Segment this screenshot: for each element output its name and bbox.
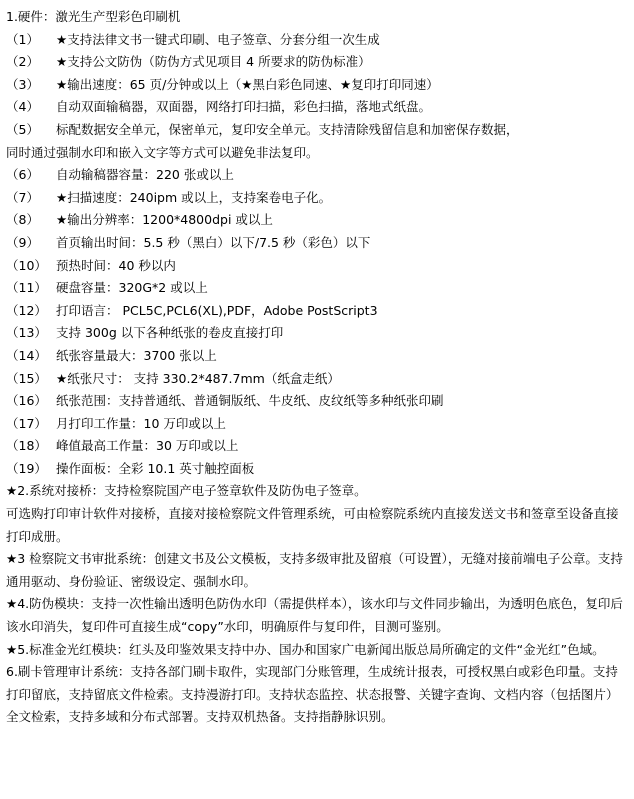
item-number: （17）	[6, 415, 47, 431]
spec-item-4	[6, 96, 628, 119]
item-text: 操作面板：全彩 10.1 英寸触控面板	[56, 460, 255, 476]
paragraph-gold-red-module: ★5.标准金光红模块：红头及印鉴效果支持中办、国办和国家广电新闻出版总局所确定的文件“金光红”色域。	[6, 641, 605, 657]
spec-item-16	[6, 390, 628, 413]
item-text: 预热时间：40 秒以内	[56, 257, 176, 273]
item-text: ★扫描速度：240ipm 或以上，支持案卷电子化。	[56, 189, 332, 205]
item-number: （16）	[6, 393, 47, 409]
paragraph-anti-counterfeit: ★4.防伪模块：支持一次性输出透明色防伪水印（需提供样本），该水印与文件同步输出，为透明色底色，复印后该水印消失，复印件可直接生成“copy”水印，明确原件与复印件，目测可鉴别。	[6, 596, 623, 635]
paragraph-system-bridge: ★2.系统对接桥：支持检察院国产电子签章软件及防伪电子签章。	[6, 483, 367, 499]
paragraph-approval-system: ★3 检察院文书审批系统：创建文书及公文模板，支持多级审批及留痕（可设置），无缝对接前端电子公章。支持通用驱动、身份验证、密级设定、强制水印。	[6, 551, 623, 589]
item-text: 标配数据安全单元，保密单元，复印安全单元。支持清除残留信息和加密保存数据，	[56, 121, 519, 137]
spec-item-13	[6, 322, 628, 345]
spec-item-10	[6, 255, 628, 278]
spec-item-6	[6, 164, 628, 187]
item-text: ★支持法律文书一键式印刷、电子签章、分套分组一次生成	[56, 31, 380, 47]
paragraph-card-management: 6.刷卡管理审计系统：支持各部门刷卡取件，实现部门分账管理，生成统计报表，可授权黑白或彩色印量。支持打印留底，支持留底文件检索。支持漫游打印。支持状态监控、状态报警、关键字查询、文档内容（包括图片）全文检索，支持多域和分布式部署。支持双机热备。支持指静脉识别。	[6, 664, 619, 725]
spec-item-14	[6, 345, 628, 368]
item-number: （3）	[6, 76, 39, 92]
item-number: （11）	[6, 280, 47, 296]
item-number: （9）	[6, 234, 39, 250]
item-text: 打印语言： PCL5C,PCL6(XL),PDF，Adobe PostScript3	[56, 302, 378, 318]
item-number: （5）	[6, 121, 39, 137]
spec-item-8	[6, 209, 628, 232]
spec-item-18	[6, 435, 628, 458]
spec-item-17	[6, 413, 628, 436]
item-number: （18）	[6, 438, 47, 454]
item-text: 支持 300g 以下各种纸张的卷皮直接打印	[56, 325, 284, 341]
item-number: （15）	[6, 370, 47, 386]
item-text: ★纸张尺寸： 支持 330.2*487.7mm（纸盒走纸）	[56, 370, 340, 386]
spec-item-11	[6, 277, 628, 300]
spec-item-2	[6, 51, 628, 74]
item-number: （10）	[6, 257, 47, 273]
section-title: 1.硬件：激光生产型彩色印刷机	[6, 9, 181, 24]
item-text: 首页输出时间：5.5 秒（黑白）以下/7.5 秒（彩色）以下	[56, 234, 371, 250]
spec-item-1	[6, 29, 628, 52]
item-number: （2）	[6, 54, 39, 70]
item-number: （8）	[6, 212, 39, 228]
item-number: （13）	[6, 325, 47, 341]
item-text: ★支持公文防伪（防伪方式见项目 4 所要求的防伪标准）	[56, 54, 371, 70]
item-text: 硬盘容量：320G*2 或以上	[56, 280, 208, 296]
spec-item-3	[6, 74, 628, 97]
item-number: （12）	[6, 302, 47, 318]
item-number: （14）	[6, 347, 47, 363]
item-text: 峰值最高工作量：30 万印或以上	[56, 438, 239, 454]
item-text: 纸张容量最大：3700 张以上	[56, 347, 217, 363]
spec-item-15	[6, 368, 628, 391]
spec-item-12	[6, 300, 628, 323]
item-number: （6）	[6, 167, 39, 183]
item-number: （7）	[6, 189, 39, 205]
item-text: 自动双面输稿器，双面器，网络打印扫描，彩色扫描，落地式纸盘。	[56, 99, 432, 115]
paragraph-audit-bridge: 可选购打印审计软件对接桥，直接对接检察院文件管理系统，可由检察院系统内直接发送文书和签章至设备直接打印成册。	[6, 506, 619, 544]
item-text: 纸张范围：支持普通纸、普通铜版纸、牛皮纸、皮纹纸等多种纸张印刷	[56, 393, 444, 409]
spec-item-5-continuation: 同时通过强制水印和嵌入文字等方式可以避免非法复印。	[6, 144, 319, 160]
item-text: ★输出速度：65 页/分钟或以上（★黑白彩色同速、★复印打印同速）	[56, 76, 439, 92]
item-text: 月打印工作量：10 万印或以上	[56, 415, 226, 431]
item-number: （1）	[6, 31, 39, 47]
item-number: （4）	[6, 99, 39, 115]
spec-item-7	[6, 187, 628, 210]
spec-item-9	[6, 232, 628, 255]
item-number: （19）	[6, 460, 47, 476]
spec-item-5	[6, 119, 628, 142]
item-text: 自动输稿器容量：220 张或以上	[56, 167, 234, 183]
spec-item-19	[6, 458, 628, 481]
item-text: ★输出分辨率：1200*4800dpi 或以上	[56, 212, 273, 228]
